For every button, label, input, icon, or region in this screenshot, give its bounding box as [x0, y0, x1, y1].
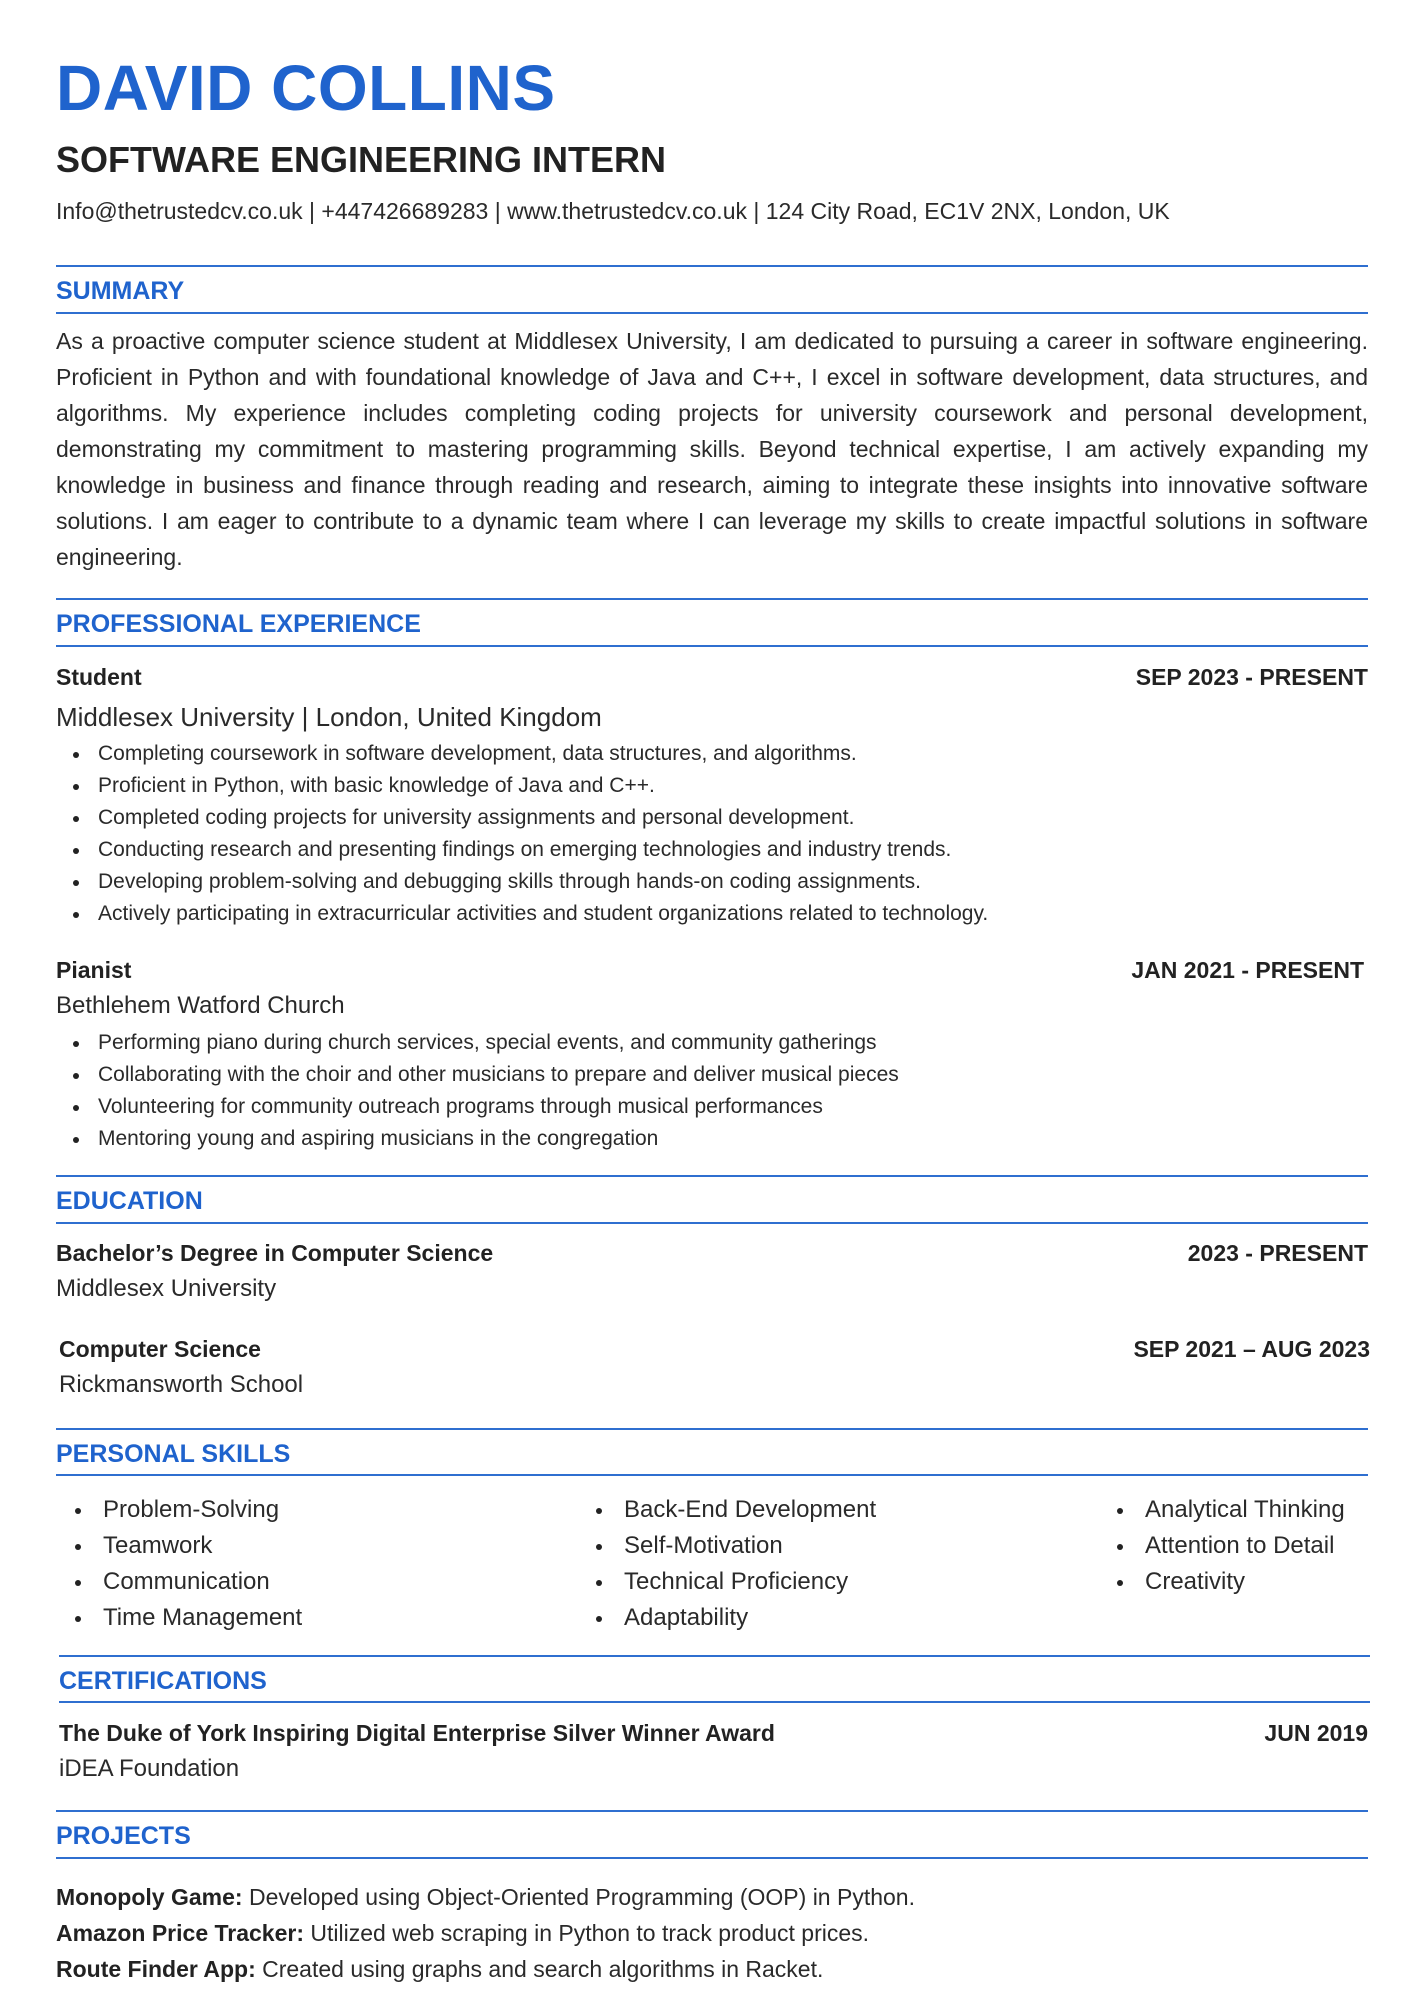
list-item: Conducting research and presenting findings on emerging technologies and industry trends.	[56, 834, 988, 866]
experience-heading: PROFESSIONAL EXPERIENCE	[56, 610, 421, 638]
skill-item: Creativity	[1098, 1564, 1345, 1600]
list-item: Completing coursework in software development, data structures, and algorithms.	[56, 738, 988, 770]
section-divider	[56, 1222, 1368, 1224]
certification-title: The Duke of York Inspiring Digital Enterprise Silver Winner Award	[59, 1720, 775, 1746]
skill-item: Attention to Detail	[1098, 1528, 1345, 1564]
project-name: Route Finder App:	[56, 1956, 256, 1982]
job-title: Student	[56, 664, 142, 690]
degree-title: Bachelor’s Degree in Computer Science	[56, 1240, 494, 1266]
degree-date: 2023 - PRESENT	[1187, 1240, 1368, 1266]
skill-item: Communication	[56, 1564, 302, 1600]
project-description: Developed using Object-Oriented Programming (OOP) in Python.	[242, 1884, 915, 1910]
projects-heading: PROJECTS	[56, 1822, 191, 1850]
contact-line: Info@thetrustedcv.co.uk | +447426689283 | www.thetrustedcv.co.uk | 124 City Road, EC1V 2NX, London, UK	[56, 198, 1170, 224]
list-item: Actively participating in extracurricular activities and student organizations related to technology.	[56, 898, 988, 930]
list-item: Performing piano during church services, special events, and community gatherings	[56, 1027, 899, 1059]
project-name: Amazon Price Tracker:	[56, 1920, 305, 1946]
skill-item: Problem-Solving	[56, 1492, 302, 1528]
list-item: Proficient in Python, with basic knowledge of Java and C++.	[56, 770, 988, 802]
section-divider	[56, 1474, 1368, 1476]
skill-item: Analytical Thinking	[1098, 1492, 1345, 1528]
list-item: Volunteering for community outreach programs through musical performances	[56, 1091, 899, 1123]
skills-heading: PERSONAL SKILLS	[56, 1440, 291, 1468]
degree-title: Computer Science	[59, 1336, 261, 1362]
skills-column-3	[1098, 1492, 1345, 1600]
certification-issuer: iDEA Foundation	[59, 1755, 240, 1782]
job-date: JAN 2021 - PRESENT	[1131, 957, 1364, 983]
section-divider	[56, 1857, 1368, 1859]
section-divider	[56, 645, 1368, 647]
candidate-name: DAVID COLLINS	[56, 52, 556, 124]
job-organization: Middlesex University | London, United Kingdom	[56, 702, 602, 732]
job-bullets	[56, 738, 988, 930]
skills-column-2	[577, 1492, 876, 1636]
summary-text: As a proactive computer science student at Middlesex University, I am dedicated to pursuing a career in software engineering. Proficient in Python and with foundational knowledge of Java and C++, I excel in software development, data structures, and algorithms. My experience includes completing coding projects for university coursework and personal development, demonstrating my commitment to mastering programming skills. Beyond technical expertise, I am actively expanding my knowledge in business and finance through reading and research, aiming to integrate these insights into innovative software solutions. I am eager to contribute to a dynamic team where I can leverage my skills to create impactful solutions in software engineering.	[56, 328, 1368, 570]
certification-date: JUN 2019	[1264, 1720, 1368, 1746]
skills-column-1	[56, 1492, 302, 1636]
project-item	[56, 1917, 869, 1949]
section-divider	[56, 1175, 1368, 1177]
job-target-title: SOFTWARE ENGINEERING INTERN	[56, 139, 667, 180]
section-divider	[56, 265, 1368, 267]
skill-item: Back-End Development	[577, 1492, 876, 1528]
job-bullets	[56, 1027, 899, 1155]
school-name: Rickmansworth School	[59, 1371, 304, 1398]
project-item	[56, 1953, 823, 1985]
education-heading: EDUCATION	[56, 1187, 203, 1215]
skill-item: Self-Motivation	[577, 1528, 876, 1564]
project-description: Created using graphs and search algorithms in Racket.	[255, 1956, 824, 1982]
section-divider	[56, 1428, 1368, 1430]
section-divider	[56, 1810, 1368, 1812]
job-organization: Bethlehem Watford Church	[56, 992, 345, 1019]
job-date: SEP 2023 - PRESENT	[1135, 664, 1368, 690]
certifications-heading: CERTIFICATIONS	[59, 1667, 267, 1695]
section-divider	[56, 598, 1368, 600]
project-name: Monopoly Game:	[56, 1884, 243, 1910]
skill-item: Adaptability	[577, 1600, 876, 1636]
skill-item: Technical Proficiency	[577, 1564, 876, 1600]
section-divider	[56, 312, 1368, 314]
list-item: Completed coding projects for university assignments and personal development.	[56, 802, 988, 834]
project-item	[56, 1881, 915, 1913]
degree-date: SEP 2021 – AUG 2023	[1133, 1336, 1370, 1362]
list-item: Mentoring young and aspiring musicians in the congregation	[56, 1123, 899, 1155]
section-divider	[59, 1655, 1370, 1657]
school-name: Middlesex University	[56, 1275, 277, 1302]
skill-item: Teamwork	[56, 1528, 302, 1564]
section-divider	[59, 1701, 1370, 1703]
list-item: Collaborating with the choir and other musicians to prepare and deliver musical pieces	[56, 1059, 899, 1091]
summary-heading: SUMMARY	[56, 277, 185, 305]
list-item: Developing problem-solving and debugging skills through hands-on coding assignments.	[56, 866, 988, 898]
project-description: Utilized web scraping in Python to track product prices.	[304, 1920, 870, 1946]
skill-item: Time Management	[56, 1600, 302, 1636]
job-title: Pianist	[56, 957, 132, 983]
